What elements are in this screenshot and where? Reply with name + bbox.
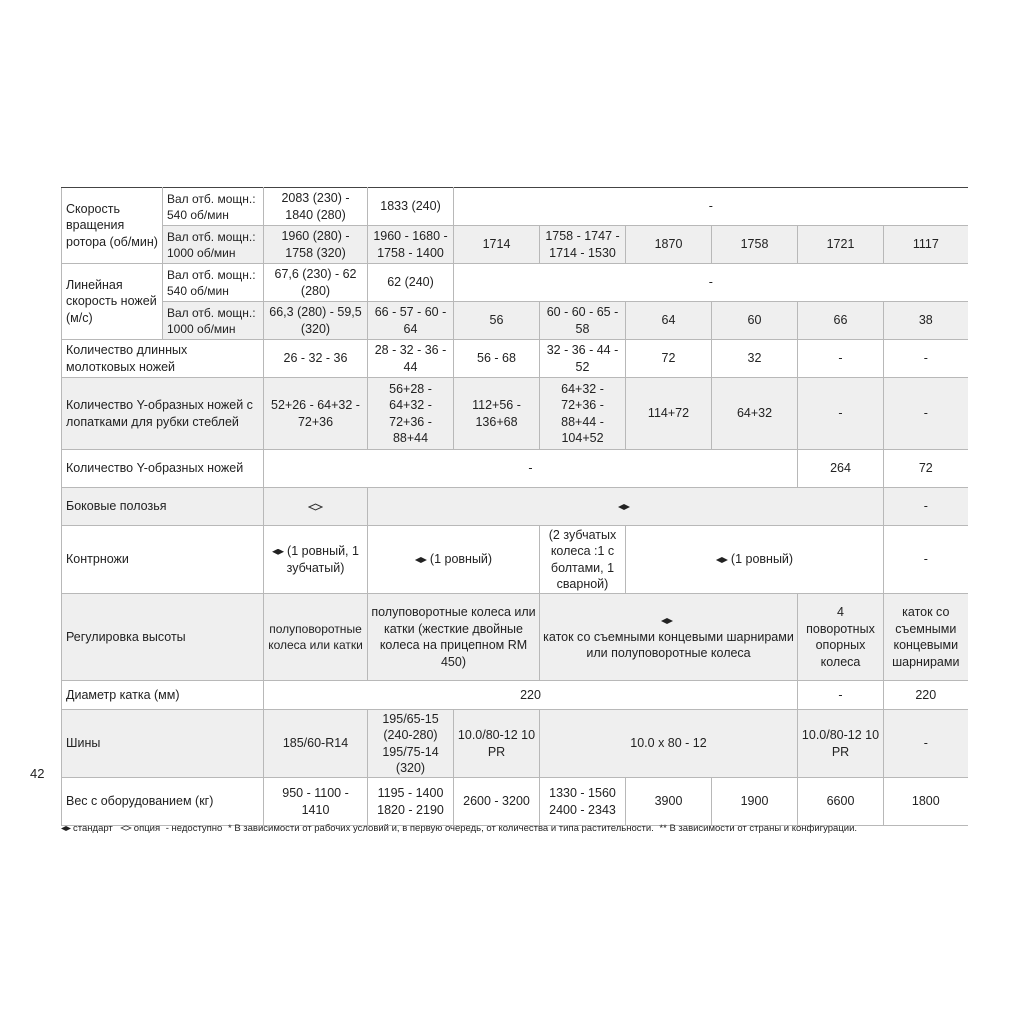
table-cell: 10.0 x 80 - 12: [540, 710, 798, 778]
table-cell: 66 - 57 - 60 - 64: [368, 302, 454, 340]
standard-diamond-icon: [661, 618, 673, 624]
table-cell: -: [884, 340, 968, 378]
table-cell: -: [798, 378, 884, 450]
row-label-roller-diameter: Диаметр катка (мм): [62, 681, 264, 710]
table-cell: 264: [798, 450, 884, 488]
cell-text: каток со съемными концевыми шарнирами или полуповоротные колеса: [543, 629, 794, 661]
row-label-long-hammers: Количество длинных молотковых ножей: [62, 340, 264, 378]
table-row: [62, 226, 968, 264]
table-cell: 1960 (280) - 1758 (320): [264, 226, 368, 264]
row-label-counter-blades: Контрножи: [62, 526, 264, 594]
table-cell: каток со съемными концевыми шарнирами: [884, 594, 968, 681]
table-cell: 38: [884, 302, 968, 340]
table-cell: 195/65-15 (240-280) 195/75-14 (320): [368, 710, 454, 778]
table-cell: 52+26 - 64+32 - 72+36: [264, 378, 368, 450]
table-cell: 64+32 - 72+36 - 88+44 - 104+52: [540, 378, 626, 450]
table-cell: 56 - 68: [454, 340, 540, 378]
table-cell: 950 - 1100 - 1410: [264, 778, 368, 826]
table-row: [62, 188, 968, 226]
table-cell: 10.0/80-12 10 PR: [798, 710, 884, 778]
spec-table: [61, 187, 968, 826]
row-label-height-adjust: Регулировка высоты: [62, 594, 264, 681]
table-cell: 114+72: [626, 378, 712, 450]
table-cell: полуповоротные колеса или катки (жесткие двойные колеса на прицепном RM 450): [368, 594, 540, 681]
row-label-rotor-speed: Скорость вращения ротора (об/мин): [62, 188, 163, 264]
cell-text: (1 ровный): [730, 552, 794, 567]
table-cell: 1714: [454, 226, 540, 264]
table-cell: 1330 - 1560 2400 - 2343: [540, 778, 626, 826]
table-cell: 1117: [884, 226, 968, 264]
pto-540-label: Вал отб. мощн.: 540 об/мин: [163, 264, 264, 302]
table-cell: [368, 488, 884, 526]
pto-1000-label: Вал отб. мощн.: 1000 об/мин: [163, 226, 264, 264]
pto-540-label: Вал отб. мощн.: 540 об/мин: [163, 188, 264, 226]
table-cell: [540, 594, 798, 681]
row-label-side-skids: Боковые полозья: [62, 488, 264, 526]
footnote: [61, 823, 971, 834]
table-cell: 26 - 32 - 36: [264, 340, 368, 378]
table-cell: -: [454, 188, 968, 226]
table-row: [62, 264, 968, 302]
table-cell: 60 - 60 - 65 - 58: [540, 302, 626, 340]
table-cell: 1721: [798, 226, 884, 264]
table-cell: [368, 526, 540, 594]
table-cell: 1833 (240): [368, 188, 454, 226]
table-row: [62, 340, 968, 378]
table-cell: [264, 526, 368, 594]
table-cell: -: [884, 710, 968, 778]
table-row: [62, 302, 968, 340]
row-label-weight: Вес с оборудованием (кг): [62, 778, 264, 826]
table-cell: 220: [884, 681, 968, 710]
table-cell: 66,3 (280) - 59,5 (320): [264, 302, 368, 340]
table-cell: полуповоротные колеса или катки: [264, 594, 368, 681]
table-cell: -: [798, 681, 884, 710]
standard-diamond-icon: [61, 826, 71, 831]
table-cell: (2 зубчатых колеса :1 с болтами, 1 сварной): [540, 526, 626, 594]
table-cell: 1870: [626, 226, 712, 264]
legend-unavailable: - недоступно: [165, 823, 223, 834]
table-cell: 64+32: [712, 378, 798, 450]
cell-text: (1 ровный): [429, 552, 493, 567]
table-cell: 10.0/80-12 10 PR: [454, 710, 540, 778]
table-cell: 6600: [798, 778, 884, 826]
table-cell: 112+56 - 136+68: [454, 378, 540, 450]
table-cell: 62 (240): [368, 264, 454, 302]
footnote-note-2: ** В зависимости от страны и конфигурации.: [659, 823, 858, 834]
table-cell: 56+28 - 64+32 - 72+36 - 88+44: [368, 378, 454, 450]
table-cell: 220: [264, 681, 798, 710]
table-cell: 2600 - 3200: [454, 778, 540, 826]
table-cell: 66: [798, 302, 884, 340]
table-cell: 28 - 32 - 36 - 44: [368, 340, 454, 378]
standard-diamond-icon: [618, 504, 630, 510]
table-row: [62, 778, 968, 826]
table-cell: -: [454, 264, 968, 302]
table-cell: 56: [454, 302, 540, 340]
table-cell: [626, 526, 884, 594]
table-cell: 1758 - 1747 - 1714 - 1530: [540, 226, 626, 264]
table-cell: -: [798, 340, 884, 378]
table-cell: 32 - 36 - 44 - 52: [540, 340, 626, 378]
legend-option: опция: [133, 823, 161, 834]
table-row: [62, 488, 968, 526]
legend-standard: стандарт: [73, 823, 113, 834]
table-cell: -: [884, 526, 968, 594]
table-cell: 60: [712, 302, 798, 340]
table-cell: 1900: [712, 778, 798, 826]
table-cell: 1758: [712, 226, 798, 264]
table-row: [62, 526, 968, 594]
pto-1000-label: Вал отб. мощн.: 1000 об/мин: [163, 302, 264, 340]
page-number: 42: [30, 766, 45, 781]
option-diamond-outline-icon: [308, 503, 323, 511]
table-cell: 185/60-R14: [264, 710, 368, 778]
table-cell: 4 поворотных опорных колеса: [798, 594, 884, 681]
table-cell: 72: [884, 450, 968, 488]
table-cell: 1800: [884, 778, 968, 826]
table-cell: 64: [626, 302, 712, 340]
footnote-note-1: * В зависимости от рабочих условий и, в первую очередь, от количества и типа растительности.: [227, 823, 654, 834]
standard-diamond-icon: [415, 557, 427, 563]
table-cell: -: [264, 450, 798, 488]
row-label-y-blades-paddles: Количество Y-образных ножей с лопатками для рубки стеблей: [62, 378, 264, 450]
standard-diamond-icon: [272, 549, 284, 555]
table-cell: 1195 - 1400 1820 - 2190: [368, 778, 454, 826]
table-cell: -: [884, 378, 968, 450]
table-row: [62, 594, 968, 681]
table-cell: [264, 488, 368, 526]
cell-text: (1 ровный, 1 зубчатый): [286, 544, 359, 575]
option-diamond-outline-icon: [120, 825, 132, 831]
standard-diamond-icon: [716, 557, 728, 563]
table-cell: 2083 (230) - 1840 (280): [264, 188, 368, 226]
table-row: [62, 450, 968, 488]
row-label-tires: Шины: [62, 710, 264, 778]
table-cell: 67,6 (230) - 62 (280): [264, 264, 368, 302]
table-cell: 1960 - 1680 - 1758 - 1400: [368, 226, 454, 264]
table-cell: 3900: [626, 778, 712, 826]
table-cell: 72: [626, 340, 712, 378]
row-label-blade-speed: Линейная скорость ножей (м/с): [62, 264, 163, 340]
table-cell: -: [884, 488, 968, 526]
row-label-y-blades: Количество Y-образных ножей: [62, 450, 264, 488]
table-row: [62, 378, 968, 450]
table-row: [62, 681, 968, 710]
table-cell: 32: [712, 340, 798, 378]
table-row: [62, 710, 968, 778]
